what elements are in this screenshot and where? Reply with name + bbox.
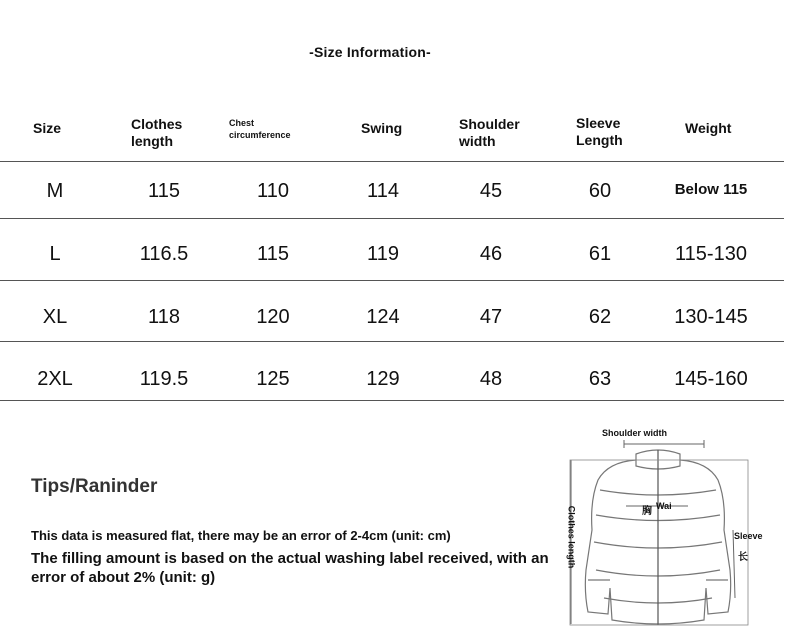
cell-swing: 114	[367, 180, 399, 202]
cell-sleeve: 62	[588, 306, 612, 328]
table-divider	[0, 161, 784, 162]
cell-size: M	[46, 180, 64, 202]
cell-clothes-length: 116.5	[139, 243, 189, 265]
header-sleeve-line1: Sleeve	[576, 115, 621, 131]
cell-shoulder: 48	[479, 368, 503, 390]
header-chest	[229, 117, 291, 141]
cell-chest: 115	[257, 243, 289, 265]
cell-size: XL	[42, 306, 68, 328]
cell-weight: Below 115	[674, 181, 748, 198]
chest-glyph: 胸	[642, 506, 652, 517]
cell-sleeve: 61	[588, 243, 612, 265]
header-swing: Swing	[361, 120, 403, 136]
header-clothes-length-line1: Clothes	[131, 116, 183, 132]
jacket-diagram	[548, 420, 778, 635]
header-shoulder	[459, 116, 520, 150]
cell-shoulder: 46	[479, 243, 503, 265]
puffer-jacket-icon	[548, 420, 778, 635]
cell-sleeve: 60	[588, 180, 612, 202]
cell-chest: 125	[256, 368, 290, 390]
filling-note: The filling amount is based on the actual washing label received, with an error of about 2% (unit: g)	[31, 550, 549, 586]
chest-label: Wai	[656, 501, 672, 511]
table-divider	[0, 400, 784, 401]
table-divider	[0, 341, 784, 342]
cell-weight: 115-130	[675, 243, 747, 265]
cell-size: 2XL	[37, 368, 73, 390]
table-divider	[0, 218, 784, 219]
header-weight: Weight	[685, 120, 732, 136]
table-divider	[0, 280, 784, 281]
cell-shoulder: 47	[479, 306, 503, 328]
header-clothes-length-line2: length	[131, 133, 173, 149]
clothes-length-label: Clothes length	[566, 505, 577, 569]
cell-clothes-length: 115	[148, 180, 180, 202]
header-chest-line2: circumference	[229, 130, 291, 140]
cell-weight: 130-145	[674, 306, 748, 328]
cell-chest: 110	[257, 180, 289, 202]
header-shoulder-line1: Shoulder	[459, 116, 520, 132]
cell-swing: 129	[366, 368, 400, 390]
measurement-note: This data is measured flat, there may be an error of 2-4cm (unit: cm)	[31, 528, 451, 543]
header-chest-line1: Chest	[229, 118, 255, 128]
cell-shoulder: 45	[479, 180, 503, 202]
cell-clothes-length: 118	[148, 306, 180, 328]
cell-clothes-length: 119.5	[139, 368, 189, 390]
tips-title: Tips/Raninder	[31, 476, 158, 497]
cell-sleeve: 63	[588, 368, 612, 390]
cell-swing: 119	[367, 243, 399, 265]
cell-size: L	[49, 243, 61, 265]
header-sleeve-line2: Length	[576, 132, 623, 148]
sleeve-glyph: 长	[738, 552, 748, 563]
sleeve-label: Sleeve	[734, 531, 763, 541]
shoulder-width-label: Shoulder width	[602, 428, 667, 438]
cell-swing: 124	[366, 306, 400, 328]
header-size: Size	[33, 120, 62, 136]
header-shoulder-line2: width	[459, 133, 496, 149]
page-title: -Size Information-	[309, 44, 431, 60]
header-sleeve	[576, 115, 623, 149]
cell-chest: 120	[256, 306, 290, 328]
header-clothes-length	[131, 116, 182, 150]
cell-weight: 145-160	[674, 368, 748, 390]
